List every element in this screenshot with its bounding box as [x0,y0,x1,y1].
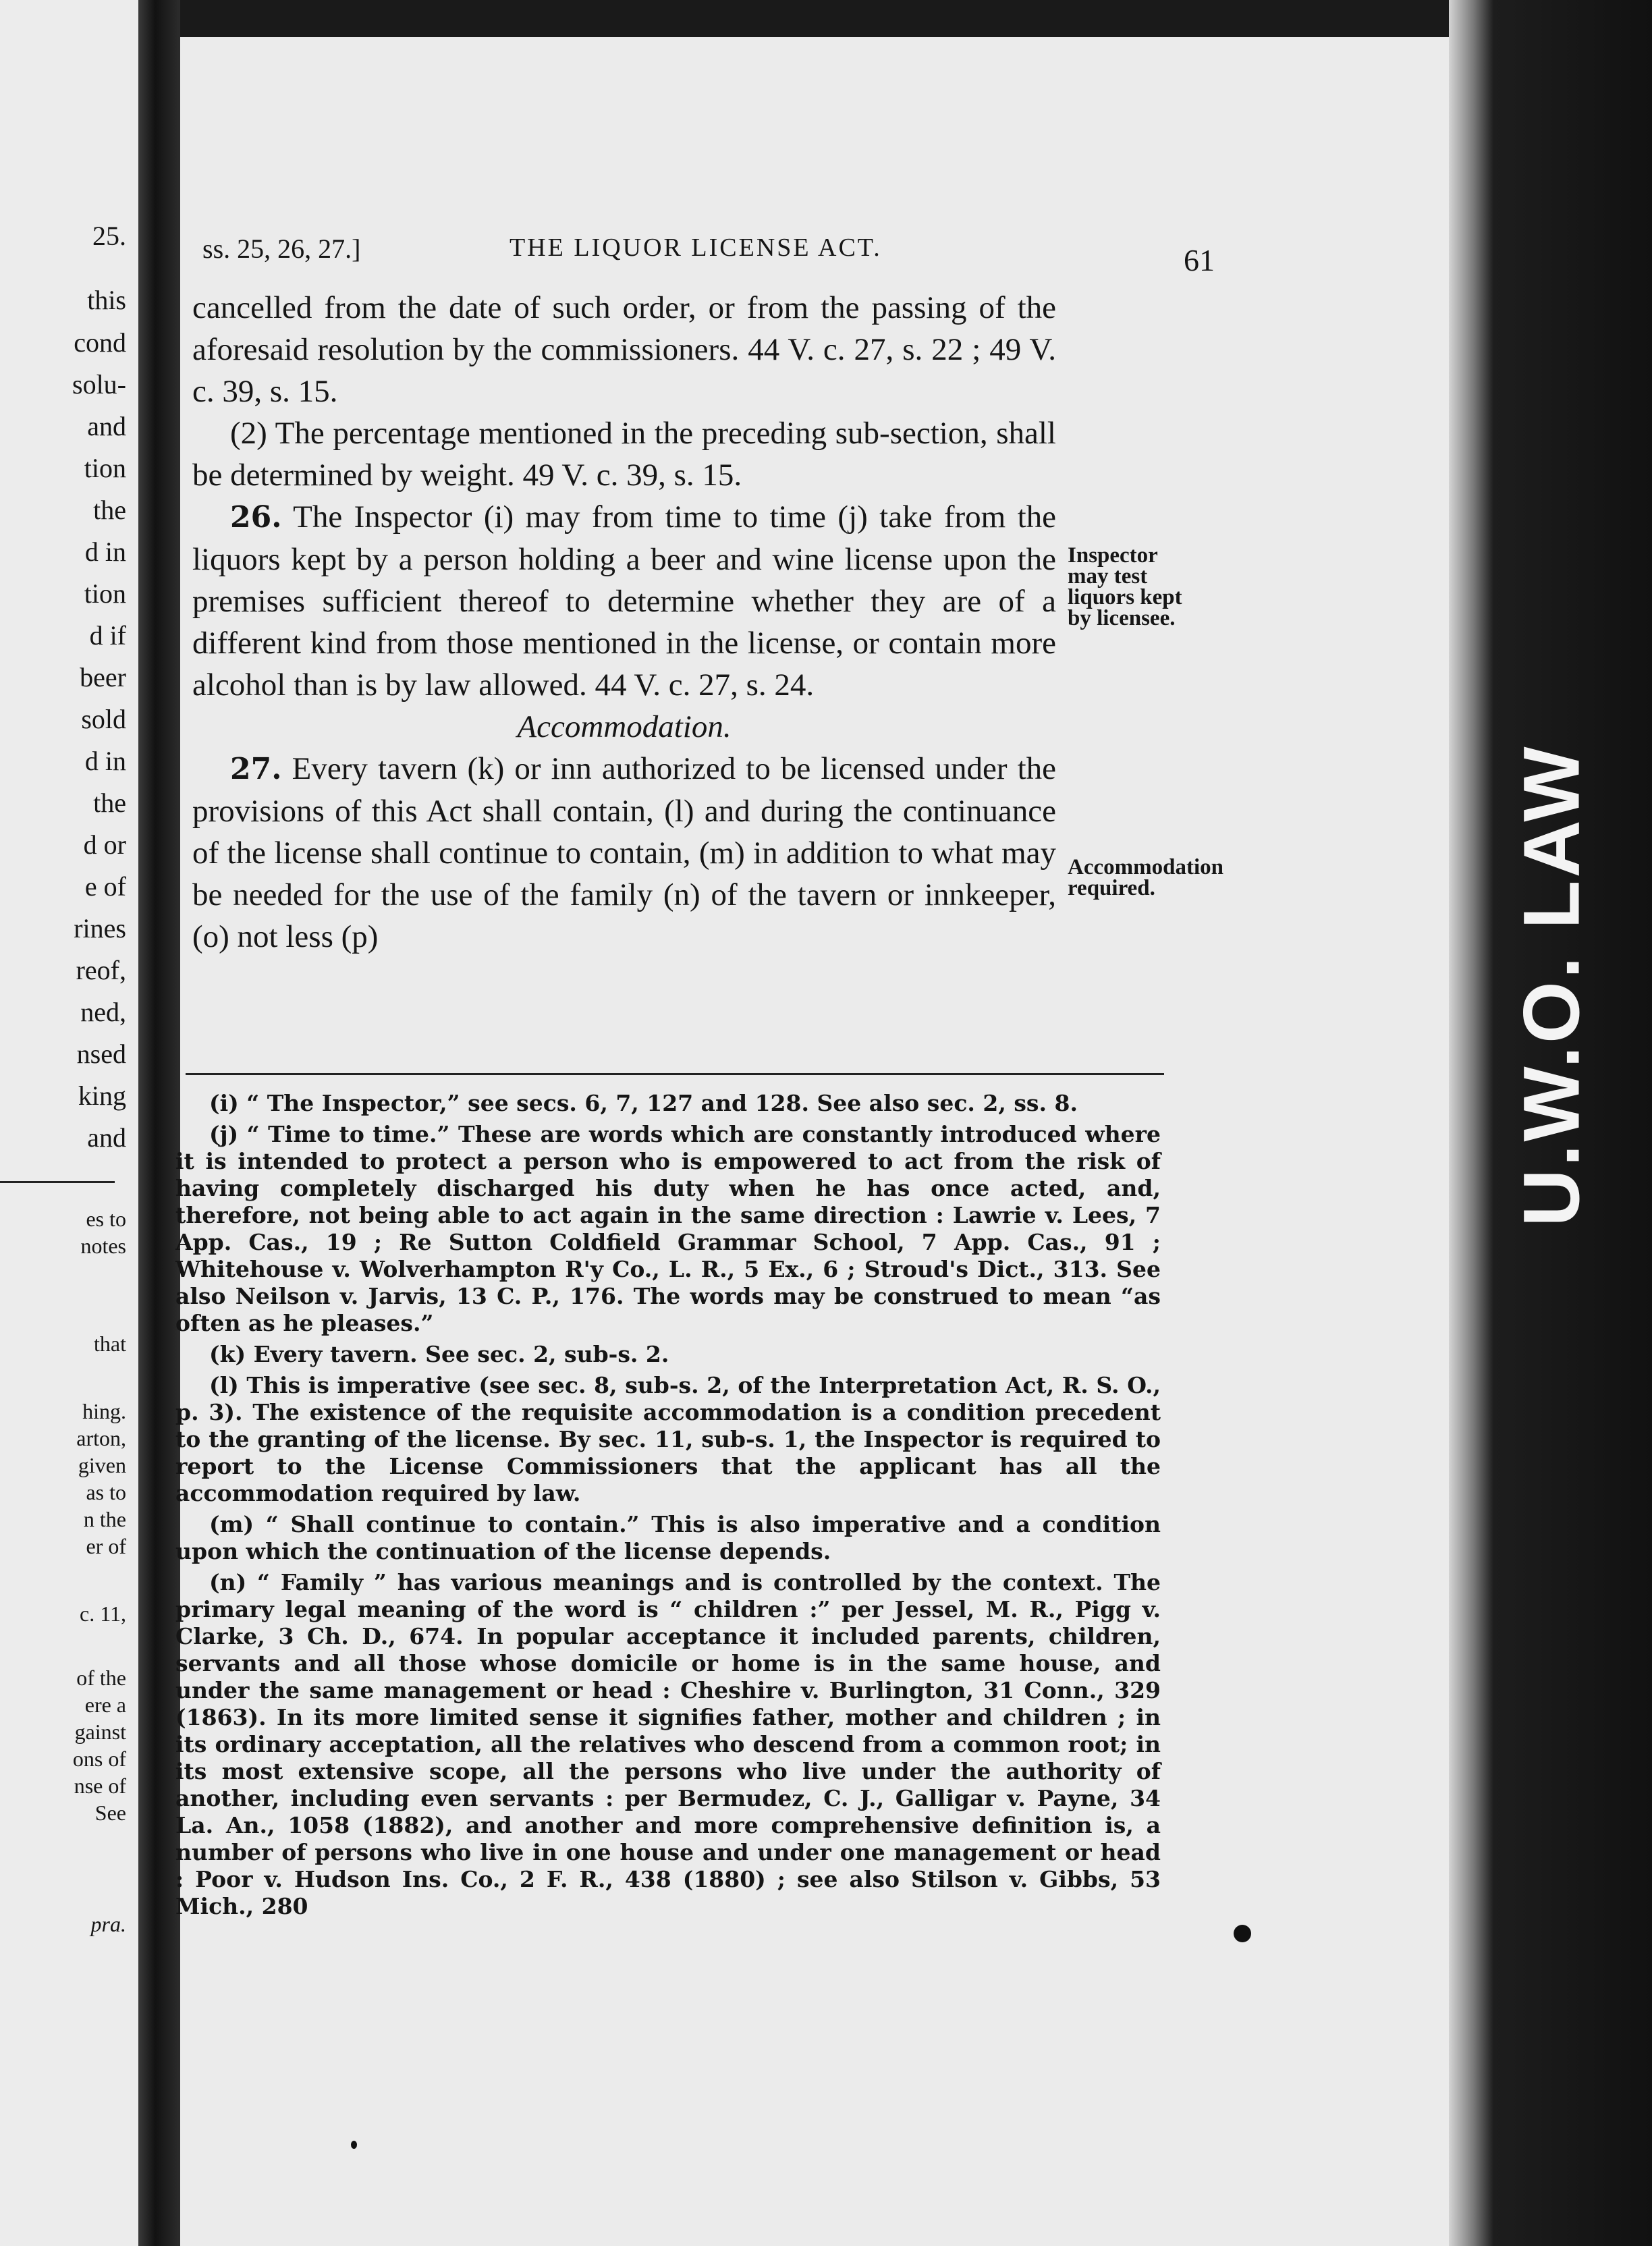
left-page-note: as to [86,1480,126,1504]
section-number: 27. [230,752,282,786]
left-page-line: cond [74,327,126,358]
left-page-note: notes [80,1234,126,1258]
left-page-note: es to [86,1207,126,1231]
left-page-line: this [87,285,126,315]
section-26 [192,496,1056,706]
footnote-j: (j) “ Time to time.” These are words which are constantly introduced where it is intended to protect a person who is empowered to act from the risk of having completely discharged his duty when he has once acted, and, therefore, not being able to act again in the same direction : Lawrie v. Lees, 7 App. Cas., 19 ; Re Sutton Coldfield Grammar School, 7 App. Cas., 91 ; Whitehouse v. Wolverhampton R'y Co., L. R., 5 Ex., 6 ; Stroud's Dict., 313. See also Neilson v. Jarvis, 13 C. P., 176. The words may be construed to mean “as often as he pleases.” [175,1121,1161,1336]
left-page-line: rines [74,913,126,943]
left-page-line: nsed [76,1039,126,1069]
left-page-note: given [78,1453,126,1477]
left-page-note: gainst [74,1720,126,1744]
footnote-n: (n) “ Family ” has various meanings and is controlled by the context. The primary legal meaning of the word is “ children :” per Jessel, M. R., Pigg v. Clarke, 3 Ch. D., 674. In popular acceptance it included parents, children, servants and all those whose domicile or home is in the same house, and under the same management or head : Cheshire v. Burlington, 31 Conn., 329 (1863). In its more limited sense it signifies father, mother and children ; in its ordinary acceptation, all the relatives who descend from a common root; in its most extensive scope, all the persons who live under the authority of another, including even servants : per Bermudez, C. J., Galligar v. Payne, 34 La. An., 1058 (1882), and another and more comprehensive definition is, a number of persons who live in one house and under one management or head : Poor v. Hudson Ins. Co., 2 F. R., 438 (1880) ; see also Stilson v. Gibbs, 53 Mich., 280 [175,1569,1161,1919]
footnote-m: (m) “ Shall continue to contain.” This is also imperative and a condition upon which the continuation of the license depends. [175,1511,1161,1564]
running-head [202,233,1215,277]
left-page-line: d in [84,746,126,776]
left-page-rule [0,1181,115,1183]
footnote-l: (l) This is imperative (see sec. 8, sub-s. 2, of the Interpretation Act, R. S. O., p. 3). The existence of the requisite accommodation is a condition precedent to the granting of the license. By sec. 11, sub-s. 1, the Inspector is required to report to the License Commissioners that the applicant has all the accommodation required by law. [175,1372,1161,1506]
left-page-line: reof, [76,955,126,985]
page-title: THE LIQUOR LICENSE ACT. [510,234,882,262]
left-page-line: tion [84,453,126,483]
section-text: The Inspector (i) may from time to time (j) take from the liquors kept by a person holding a beer and wine license upon the premises sufficient thereof to determine whether they are of a different kind from those mentioned in the license, or contain more alcohol than is by law allowed. 44 V. c. 27, s. 24. [192,499,1056,703]
left-page-note: ons of [72,1747,126,1771]
ink-speck [1234,1925,1251,1942]
footnote-k: (k) Every tavern. See sec. 2, sub-s. 2. [209,1341,669,1367]
paragraph-continuation: cancelled from the date of such order, or from the passing of the aforesaid resolution by the commissioners. 44 V. c. 27, s. 22 ; 49 V. c. 39, s. 15. [192,290,1056,409]
left-page-line: beer [80,662,126,692]
left-page-note: hing. [82,1399,126,1423]
left-page-note: that [94,1332,126,1356]
left-page-line: d if [89,620,126,651]
left-page-line: 25. [92,221,126,251]
left-page-line: d or [83,829,126,860]
margin-note-27: Accommodation required. [1068,855,1223,900]
section-27 [192,748,1056,958]
left-facing-page [0,0,138,2246]
subheading: Accommodation. [517,709,732,744]
left-page-line: and [87,1122,126,1153]
left-page-line: and [87,411,126,441]
left-page-line: tion [84,578,126,609]
library-stamp [1508,744,1597,1227]
section-range: ss. 25, 26, 27.] [202,234,361,264]
left-page-note: n the [83,1507,126,1531]
body-text [192,287,1056,958]
left-page-line: solu- [72,369,126,400]
margin-note-26: Inspector may test liquors kept by licensee. [1068,543,1182,630]
footnote-rule [186,1073,1164,1075]
left-page-note: c. 11, [79,1601,126,1626]
left-page-line: the [93,788,126,818]
left-page-note: of the [76,1666,126,1690]
left-page-note: ere a [84,1693,126,1717]
left-page-line: the [93,495,126,525]
left-page-line: e of [84,871,126,902]
left-page-note: er of [86,1534,126,1558]
left-page-note: pra. [90,1912,126,1936]
left-page-line: king [78,1080,126,1111]
subsection-2: (2) The percentage mentioned in the preceding sub-section, shall be determined by weight. 49 V. c. 39, s. 15. [192,416,1056,493]
left-page-note: See [94,1801,126,1825]
left-page-line: sold [81,704,126,734]
ink-speck [351,2141,357,2149]
library-stamp-text: U.W.O. LAW [1508,744,1597,1227]
left-page-note: arton, [76,1426,126,1450]
section-text: Every tavern (k) or inn authorized to be licensed under the provisions of this Act shall contain, (l) and during the continuance of the license shall continue to contain, (m) in addition to what may be needed for the use of the family (n) of the tavern or innkeeper, (o) not less (p) [192,751,1057,954]
left-page-line: d in [84,537,126,567]
page-number: 61 [1184,243,1215,277]
book-gutter [138,0,180,2246]
footnotes [175,1090,1161,1924]
section-number: 26. [230,500,282,535]
left-page-note: nse of [74,1774,126,1798]
left-page-line: ned, [80,997,126,1027]
footnote-i: (i) “ The Inspector,” see secs. 6, 7, 127 and 128. See also sec. 2, ss. 8. [209,1090,1078,1116]
